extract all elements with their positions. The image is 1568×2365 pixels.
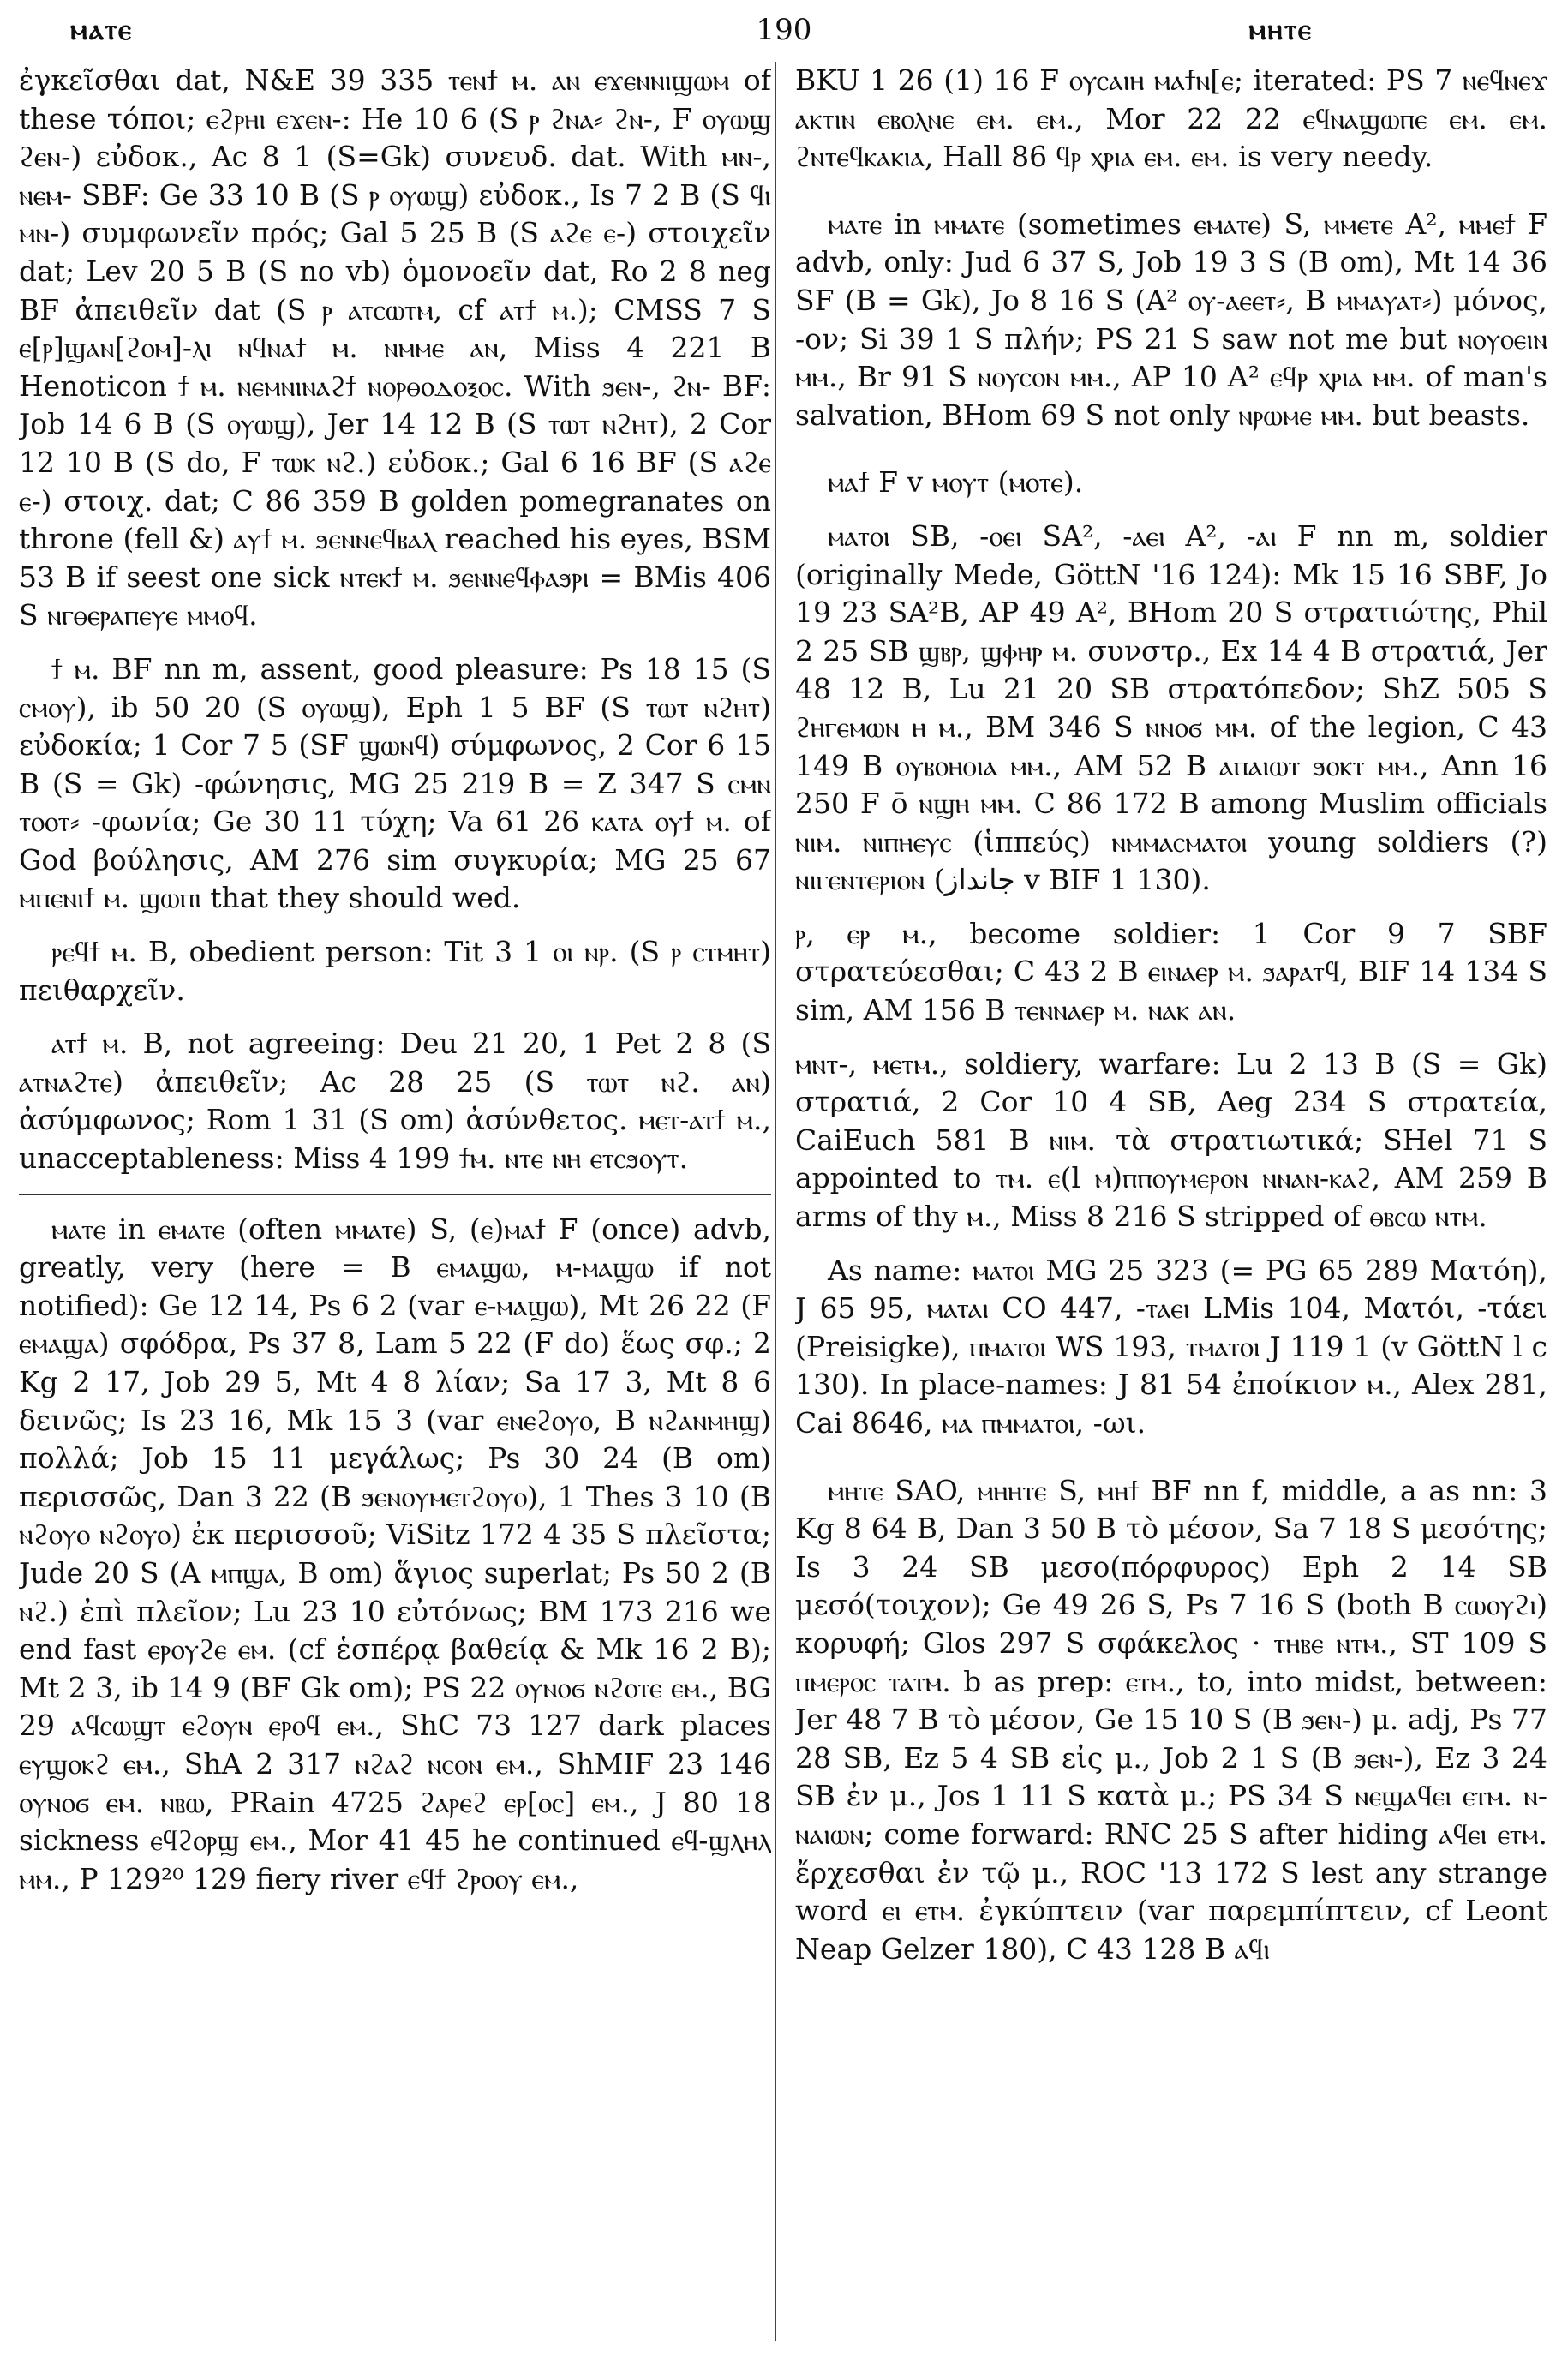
- right-column: [795, 62, 1547, 2348]
- entry-paragraph: ⲙⲁⲧⲉ in ⲙⲙⲁⲧⲉ (sometimes ⲉⲙⲁⲧⲉ) S, ⲙⲙⲉⲧⲉ A², ⲙⲙⲉϯ F advb, only: Jud 6 37 S, Job 19 3 S (B om), Mt 14 36 SF (B = Gk), Jo 8 16 S (A² ⲟⲩ-ⲁⲉⲉⲧ⸗, B ⲙⲙⲁⲩⲁⲧ⸗) μόνος, -ον; Si 39 1 S πλήν; PS 21 S saw not me but ⲛⲟⲩⲟⲉⲓⲛ ⲙⲙ., Br 91 S ⲛⲟⲩⲥⲟⲛ ⲙⲙ., AP 10 A² ⲉϥⲣ ⲭⲣⲓⲁ ⲙⲙ. of man's salvation, BHom 69 S not only ⲛⲣⲱⲙⲉ ⲙⲙ. but beasts.: [795, 207, 1547, 432]
- header-right-headword: ⲙⲏⲧⲉ: [1248, 13, 1313, 47]
- running-header: [22, 12, 1546, 48]
- column-divider: [775, 62, 776, 2341]
- section-divider: [19, 1194, 771, 1195]
- entry-paragraph: ⲙⲏⲧⲉ SAO, ⲙⲏⲏⲧⲉ S, ⲙⲏϯ BF nn f, middle, a as nn: 3 Kg 8 64 B, Dan 3 50 B τὸ μέσον, Sa 7 18 S μεσότης; Is 3 24 SB μεσο(πόρφυρος) Eph 2 14 SB μεσό(τοιχον); Ge 49 26 S, Ps 7 16 S (both B ⲥⲱⲟⲩϩⲓ) κορυφή; Glos 297 S σφάκελος · ⲧⲏⲃⲉ ⲛⲧⲙ., ST 109 S ⲡⲙⲉⲣⲟⲥ ⲧⲁⲧⲙ. b as prep: ⲉⲧⲙ., to, into midst, between: Jer 48 7 B τὸ μέσον, Ge 15 10 S (B ϧⲉⲛ-) μ. adj, Ps 77 28 SB, Ez 5 4 SB εἰς μ., Job 2 1 S (B ϧⲉⲛ-), Ez 3 24 SB ἐν μ., Jos 1 11 S κατὰ μ.; PS 34 S ⲛⲉϣⲁϥⲉⲓ ⲉⲧⲙ. ⲛ-ⲛⲁⲓⲱⲛ; come forward: RNC 25 S after hiding ⲁϥⲉⲓ ⲉⲧⲙ. ἔρχεσθαι ἐν τῷ μ., ROC '13 172 S lest any strange word ⲉⲓ ⲉⲧⲙ. ἐγκύπτειν (var παρεμπίπτειν, cf Leont Neap Gelzer 180), C 43 128 B ⲁϥⲓ: [795, 1473, 1547, 1966]
- entry-paragraph: ⲙⲁϯ F v ⲙⲟⲩⲧ (ⲙⲟⲧⲉ).: [828, 465, 1084, 500]
- entry-paragraph: ⲁⲧϯ ⲙ. B, not agreeing: Deu 21 20, 1 Pet 2 8 (S ⲁⲧⲛⲁϩⲧⲉ) ἀπειθεῖν; Ac 28 25 (S ⲧⲱⲧ ⲛϩ. ⲁⲛ) ἀσύμφωνος; Rom 1 31 (S om) ἀσύνθετος. ⲙⲉⲧ-ⲁⲧϯ ⲙ., unacceptableness: Miss 4 199 ϯⲙ. ⲛⲧⲉ ⲛⲏ ⲉⲧⲥϧⲟⲩⲧ.: [19, 1027, 771, 1176]
- entry-paragraph: BKU 1 26 (1) 16 F ⲟⲩⲥⲁⲓⲏ ⲙⲁϯⲛ[ⲉ; iterated: PS 7 ⲛⲉϥⲛⲉϫ ⲁⲕⲧⲓⲛ ⲉⲃⲟⲗⲛⲉ ⲉⲙ. ⲉⲙ., Mor 22 22 ⲉϥⲛⲁϣⲱⲡⲉ ⲉⲙ. ⲉⲙ. ϩⲛⲧⲉϥⲕⲁⲕⲓⲁ, Hall 86 ϥⲣ ⲭⲣⲓⲁ ⲉⲙ. ⲉⲙ. is very needy.: [795, 63, 1547, 174]
- entry-paragraph: ϯ ⲙ. BF nn m, assent, good pleasure: Ps 18 15 (S ⲥⲙⲟⲩ), ib 50 20 (S ⲟⲩⲱϣ), Eph 1 5 BF (S ⲧⲱⲧ ⲛϩⲏⲧ) εὐδοκία; 1 Cor 7 5 (SF ϣⲱⲛϥ) σύμφωνος, 2 Cor 6 15 B (S = Gk) -φώνησις, MG 25 219 B = Z 347 S ⲥⲙⲛ ⲧⲟⲟⲧ⸗ -φωνία; Ge 30 11 τύχη; Va 61 26 ⲕⲁⲧⲁ ⲟⲩϯ ⲙ. of God βούλησις, AM 276 sim συγκυρία; MG 25 67 ⲙⲡⲉⲛⲓϯ ⲙ. ϣⲱⲡⲓ that they should wed.: [19, 651, 771, 915]
- entry-paragraph: ⲣ, ⲉⲣ ⲙ., become soldier: 1 Cor 9 7 SBF στρατεύεσθαι; C 43 2 B ⲉⲓⲛⲁⲉⲣ ⲙ. ϧⲁⲣⲁⲧϥ, BIF 14 134 S sim, AM 156 B ⲧⲉⲛⲛⲁⲉⲣ ⲙ. ⲛⲁⲕ ⲁⲛ.: [795, 916, 1547, 1027]
- entry-paragraph: ⲙⲛⲧ-, ⲙⲉⲧⲙ., soldiery, warfare: Lu 2 13 B (S = Gk) στρατιά, 2 Cor 10 4 SB, Aeg 234 S στρατεία, CaiEuch 581 B ⲛⲓⲙ. τὰ στρατιωτικά; SHel 71 S appointed to ⲧⲙ. ⲉ(l ⲙ)ⲡⲡⲟⲩⲙⲉⲣⲟⲛ ⲛⲛⲁⲛ-ⲕⲁϩ, AM 259 B arms of thy ⲙ., Miss 8 216 S stripped of ⲑⲃⲥⲱ ⲛⲧⲙ.: [795, 1046, 1547, 1234]
- header-left-headword: ⲙⲁⲧⲉ: [70, 13, 134, 47]
- entry-paragraph: ἐγκεῖσθαι dat, N&E 39 335 ⲧⲉⲛϯ ⲙ. ⲁⲛ ⲉϫⲉⲛⲛⲓϣⲱⲙ of these τόποι; ⲉϩⲣⲏⲓ ⲉϫⲉⲛ-: He 10 6 (S ⲣ ϩⲛⲁ⸗ ϩⲛ-, F ⲟⲩⲱϣ ϩⲉⲛ-) εὐδοκ., Ac 8 1 (S=Gk) συνευδ. dat. With ⲙⲛ-, ⲛⲉⲙ- SBF: Ge 33 10 B (S ⲣ ⲟⲩⲱϣ) εὐδοκ., Is 7 2 B (S ϥⲓ ⲙⲛ-) συμφωνεῖν πρός; Gal 5 25 B (S ⲁϩⲉ ⲉ-) στοιχεῖν dat; Lev 20 5 B (S no vb) ὁμονοεῖν dat, Ro 2 8 neg BF ἀπειθεῖν dat (S ⲣ ⲁⲧⲥⲱⲧⲙ, cf ⲁⲧϯ ⲙ.); CMSS 7 S ⲉ[ⲣ]ϣⲁⲛ[ϩⲟⲙ]-ⲗⲓ ⲛϥⲛⲁϯ ⲙ. ⲛⲙⲙⲉ ⲁⲛ, Miss 4 221 B Henoticon ϯ ⲙ. ⲛⲉⲙⲛⲓⲛⲁϩϯ ⲛⲟⲣⲑⲟⲇⲟⲝⲟⲥ. With ϧⲉⲛ-, ϩⲛ- BF: Job 14 6 B (S ⲟⲩⲱϣ), Jer 14 12 B (S ⲧⲱⲧ ⲛϩⲏⲧ), 2 Cor 12 10 B (S do, F ⲧⲱⲕ ⲛϩ.) εὐδοκ.; Gal 6 16 BF (S ⲁϩⲉ ⲉ-) στοιχ. dat; C 86 359 B golden pomegranates on throne (fell &) ⲁⲩϯ ⲙ. ϧⲉⲛⲛⲉϥⲃⲁⲗ reached his eyes, BSM 53 B if seest one sick ⲛⲧⲉⲕϯ ⲙ. ϧⲉⲛⲛⲉϥⲫⲁϧⲣⲓ = BMis 406 S ⲛⲅⲑⲉⲣⲁⲡⲉⲩⲉ ⲙⲙⲟϥ.: [19, 63, 771, 632]
- left-column: [19, 62, 771, 2348]
- entry-paragraph: ⲣⲉϥϯ ⲙ. B, obedient person: Tit 3 1 ⲟⲓ ⲛⲣ. (S ⲣ ⲥⲧⲙⲏⲧ) πειθαρχεῖν.: [19, 935, 771, 1007]
- page-number: 190: [756, 13, 812, 47]
- entry-paragraph: ⲙⲁⲧⲉ in ⲉⲙⲁⲧⲉ (often ⲙⲙⲁⲧⲉ) S, (ⲉ)ⲙⲁϯ F (once) advb, greatly, very (here = B ⲉⲙⲁϣⲱ, ⲙ-ⲙⲁϣⲱ if not notified): Ge 12 14, Ps 6 2 (var ⲉ-ⲙⲁϣⲱ), Mt 26 22 (F ⲉⲙⲁϣⲁ) σφόδρα, Ps 37 8, Lam 5 22 (F do) ἕως σφ.; 2 Kg 2 17, Job 29 5, Mt 4 8 λίαν; Sa 17 3, Mt 8 6 δεινῶς; Is 23 16, Mk 15 3 (var ⲉⲛⲉϩⲟⲩⲟ, B ⲛϩⲁⲛⲙⲏϣ) πολλά; Job 15 11 μεγάλως; Ps 30 24 (B om) περισσῶς, Dan 3 22 (B ϧⲉⲛⲟⲩⲙⲉⲧϩⲟⲩⲟ), 1 Thes 3 10 (B ⲛϩⲟⲩⲟ ⲛϩⲟⲩⲟ) ἐκ περισσοῦ; ViSitz 172 4 35 S πλεῖστα; Jude 20 S (A ⲙⲡϣⲁ, B om) ἅγιος superlat; Ps 50 2 (B ⲛϩ.) ἐπὶ πλεῖον; Lu 23 10 εὐτόνως; BM 173 216 we end fast ⲉⲣⲟⲩϩⲉ ⲉⲙ. (cf ἑσπέρᾳ βαθείᾳ & Mk 16 2 B); Mt 2 3, ib 14 9 (BF Gk om); PS 22 ⲟⲩⲛⲟϭ ⲛϩⲟⲧⲉ ⲉⲙ., BG 29 ⲁϥⲥⲱϣⲧ ⲉϩⲟⲩⲛ ⲉⲣⲟϥ ⲉⲙ., ShC 73 127 dark places ⲉⲩϣⲟⲕϩ ⲉⲙ., ShA 2 317 ⲛϩⲁϩ ⲛⲥⲟⲛ ⲉⲙ., ShMIF 23 146 ⲟⲩⲛⲟϭ ⲉⲙ. ⲛⲃⲱ, PRain 4725 ϩⲁⲣⲉϩ ⲉⲣ[ⲟⲥ] ⲉⲙ., J 80 18 sickness ⲉϥϩⲟⲣϣ ⲉⲙ., Mor 41 45 he continued ⲉϥ-ϣⲗⲏⲗ ⲙⲙ., P 129²⁰ 129 fiery river ⲉϥϯ ϩⲣⲟⲟⲩ ⲉⲙ.,: [19, 1212, 771, 1895]
- entry-paragraph: As name: ⲙⲁⲧⲟⲓ MG 25 323 (= PG 65 289 Ματόη), J 65 95, ⲙⲁⲧⲁⲓ CO 447, -ⲧⲁⲉⲓ LMis 104, Ματόι, -τάει (Preisigke), ⲡⲙⲁⲧⲟⲓ WS 193, ⲧⲙⲁⲧⲟⲓ J 119 1 (v GöttN l c 130). In place-names: J 81 54 ἐποίκιον ⲙ., Alex 281, Cai 8646, ⲙⲁ ⲡⲙⲙⲁⲧⲟⲓ, -ωι.: [795, 1253, 1547, 1440]
- entry-paragraph: ⲙⲁⲧⲟⲓ SB, -ⲟⲉⲓ SA², -ⲁⲉⲓ A², -ⲁⲓ F nn m, soldier (originally Mede, GöttN '16 124): Mk 15 16 SBF, Jo 19 23 SA²B, AP 49 A², BHom 20 S στρατιώτης, Phil 2 25 SB ϣⲃⲣ, ϣⲫⲏⲣ ⲙ. συνστρ., Ex 14 4 B στρατιά, Jer 48 12 B, Lu 21 20 SB στρατόπεδον; ShZ 505 S ϩⲏⲅⲉⲙⲱⲛ ⲏ ⲙ., BM 346 S ⲛⲛⲟϭ ⲙⲙ. of the legion, C 43 149 B ⲟⲩⲃⲟⲏⲑⲓⲁ ⲙⲙ., AM 52 B ⲁⲡⲁⲓⲱⲧ ϧⲟⲕⲧ ⲙⲙ., Ann 16 250 F ō ⲛϣⲏ ⲙⲙ. C 86 172 B among Muslim officials ⲛⲓⲙ. ⲛⲓⲡⲏⲉⲩⲥ (ἱππεύς) ⲛⲙⲙⲁⲥⲙⲁⲧⲟⲓ young soldiers (?) ⲛⲓⲅⲉⲛⲧⲉⲣⲓⲟⲛ (جانداز v BIF 1 130).: [795, 518, 1547, 897]
